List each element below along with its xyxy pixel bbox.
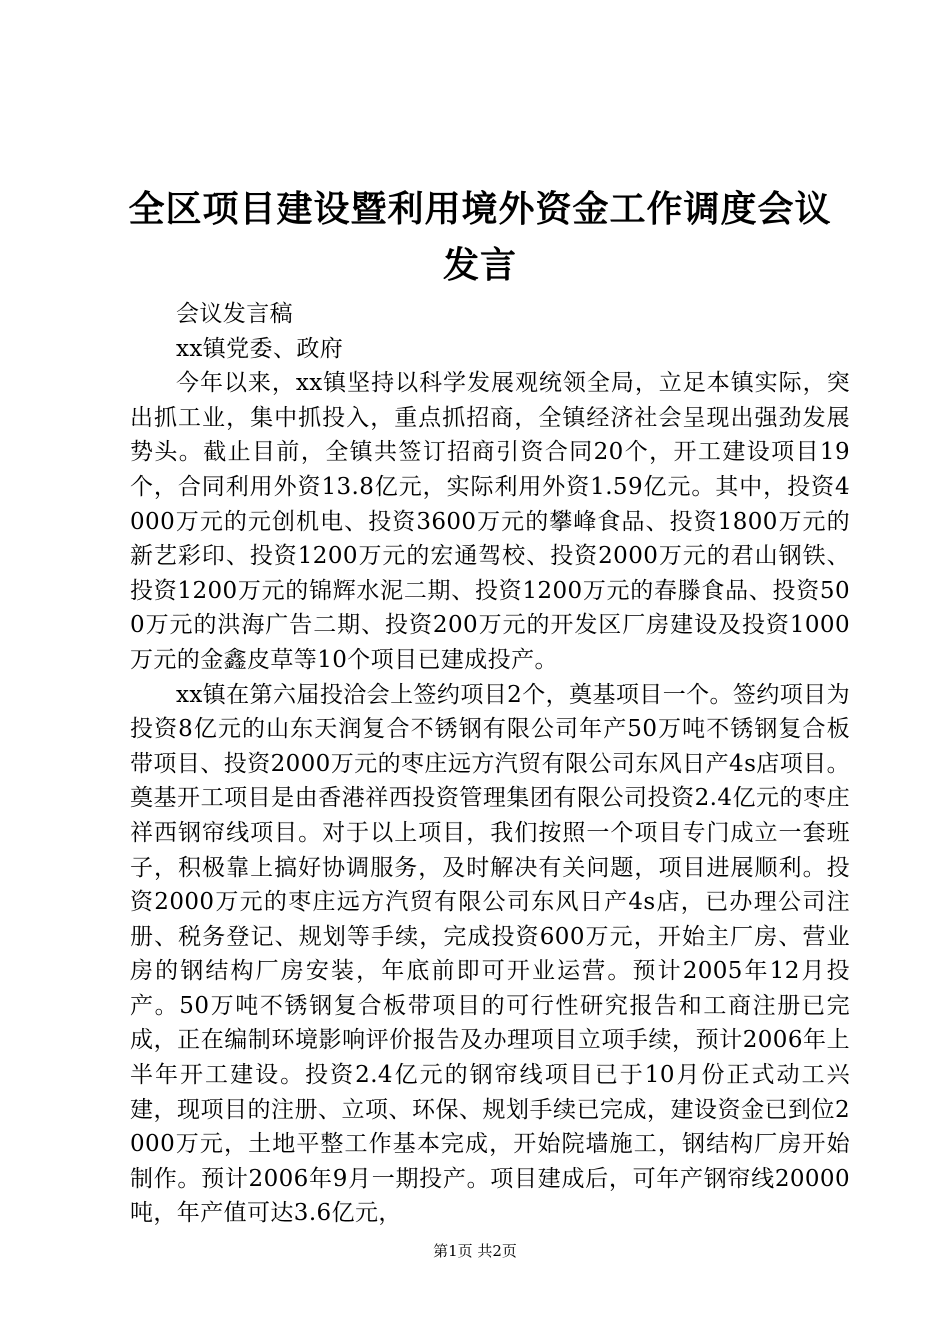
paragraph-projects: xx镇在第六届投洽会上签约项目2个，奠基项目一个。签约项目为投资8亿元的山东天润复合不锈钢有限公司年产50万吨不锈钢复合板带项目、投资2000万元的枣庄远方汽贸有限公司东风日产4s店项目。奠基开工项目是由香港祥西投资管理集团有限公司投资2.4亿元的枣庄祥西钢帘线项目。对于以上项目，我们按照一个项目专门成立一套班子，积极靠上搞好协调服务，及时解决有关问题，项目进展顺利。投资2000万元的枣庄远方汽贸有限公司东风日产4s店，已办理公司注册、税务登记、规划等手续，完成投资600万元，开始主厂房、营业房的钢结构厂房安装，年底前即可开业运营。预计2005年12月投产。50万吨不锈钢复合板带项目的可行性研究报告和工商注册已完成，正在编制环境影响评价报告及办理项目立项手续，预计2006年上半年开工建设。投资2.4亿元的钢帘线项目已于10月份正式动工兴建，现项目的注册、立项、环保、规划手续已完成，建设资金已到位2000万元，土地平整工作基本完成，开始院墙施工，钢结构厂房开始制作。预计2006年9月一期投产。项目建成后，可年产钢帘线20000吨，年产值可达3.6亿元， [130,681,850,1227]
document-body [130,297,850,1231]
paragraph-overview: 今年以来，xx镇坚持以科学发展观统领全局，立足本镇实际，突出抓工业，集中抓投入，重点抓招商，全镇经济社会呈现出强劲发展势头。截止目前，全镇共签订招商引资合同20个，开工建设项目19个，合同利用外资13.8亿元，实际利用外资1.59亿元。其中，投资4000万元的元创机电、投资3600万元的攀峰食品、投资1800万元的新艺彩印、投资1200万元的宏通驾校、投资2000万元的君山钢铁、投资1200万元的锦辉水泥二期、投资1200万元的春滕食品、投资500万元的洪海广告二期、投资200万元的开发区厂房建设及投资1000万元的金鑫皮草等10个项目已建成投产。 [130,370,850,673]
page-footer: 第1页 共2页 [433,1242,517,1260]
paragraph-author: xx镇党委、政府 [176,335,344,362]
paragraph-heading: 会议发言稿 [176,301,293,327]
document-title: 全区项目建设暨利用境外资金工作调度会议发言 [128,189,832,286]
